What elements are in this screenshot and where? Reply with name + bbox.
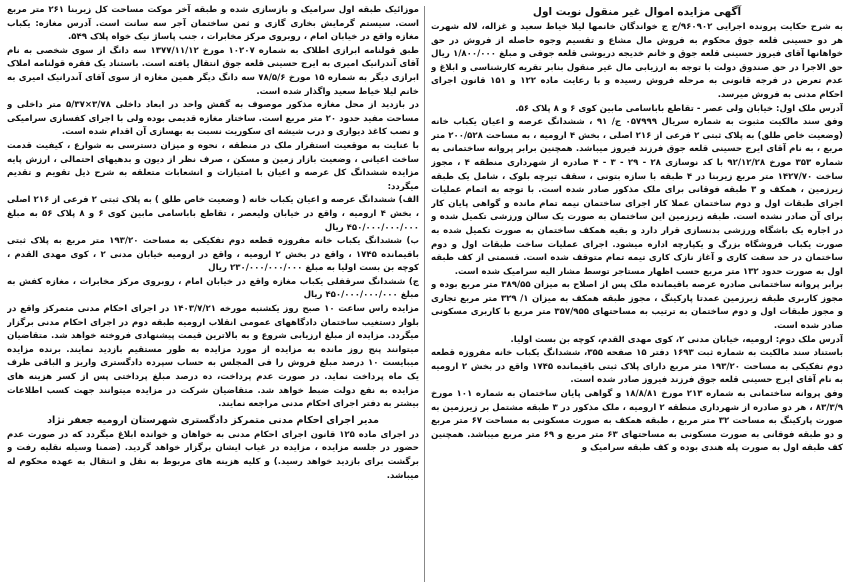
right-column (431, 4, 843, 582)
notice-title: آگهی مزایده اموال غیر منقول نوبت اول (532, 6, 742, 18)
paragraph: آدرس ملک اول: خیابان ولی عصر - تقاطع باباسامی مابین کوی ۶ و ۸ پلاک ۵۶. (515, 103, 843, 114)
paragraph: ج) ششدانگ سرقفلی یکباب مغازه واقع در خیابان امام ، روبروی مرکز مخابرات ، مغازه کفش به مبلغ ۴۵۰/۰۰۰/۰۰۰/۰۰۰ ریال (7, 276, 419, 301)
paragraph: با عنایت به موقعیت استقرار ملک در منطقه ، نحوه و میزان دسترسی به شوارع ، کیفیت قدمت ساخت اعیانی ، وضعیت بازار زمین و مسکن ، صرف نظر از دیون و بدهیهای احتمالی ، ارزش پایه مزایده ششدانگ کل عرصه و اعیان با امتیازات و انشعابات متعلقه به شرح ذیل تقویم و تقدیم میگردد: (7, 140, 419, 192)
paragraph: ب) ششدانگ یکباب خانه مفروزه قطعه دوم تفکیکی به مساحت ۱۹۳/۲۰ متر مربع به پلاک ثبتی باقیمانده ۱۷۴۵ ، واقع در بخش ۲ ارومیه ، واقع در ارومیه خیابان مدنی ۲ ، کوی مهدی القدم ، کوچه بن بست اولیا به مبلغ ۲۳۰/۰۰۰/۰۰۰/۰۰۰ ریال (7, 236, 419, 274)
paragraph: آدرس ملک دوم: ارومیه، خیابان مدنی ۲، کوی مهدی القدم، کوچه بن بست اولیا. (510, 334, 843, 345)
paragraph: در بازدید از محل مغازه مذکور موصوف به گفش واحد در ابعاد داخلی ۳/۷۸×۵/۳۷ متر داخلی و مساحت مفید حدود ۲۰ متر مربع است. ساختار مغازه قدیمی بوده ولی با اجرای کفسازی سرامیکی و نصب کاغذ دیواری و درب شیشه ای سکوریت نسبت به بهسازی آن اقدام شده است. (7, 100, 419, 138)
paragraph: وفق پروانه ساختمانی به شماره ۲۱۳ مورخ ۱۸/۸/۸۱ و گواهی پایان ساختمان به شماره ۱۰۱ مورخ ۸۳/۳/۹ ، هر دو صادره از شهرداری منطقه ۲ ارومیه ، ملک مذکور در ۳ طبقه مشتمل بر زیرزمین به صورت پارکینگ به مساحت ۳۲ متر مربع ، طبقه همکف به صورت مسکونی به مساحت ۶۷ متر مربع و دو طبقه فوقانی به صورت مسکونی به مساحتهای ۶۳ متر مربع و ۶۹ متر مربع میباشد. همچنین کف طبقه اول به صورت پله هندی بوده و کف طبقه سرامیک و (431, 389, 843, 454)
column-divider (424, 6, 425, 582)
paragraph: طبق قولنامه ابرازی اطلاک به شماره ۱۰۲۰۷ مورخ ۱۳۷۷/۱۱/۱۲ سه دانگ از سوی شخصی به نام آقای آندرانیک امیری به ایرج حسینی قلعه جوق انتقال یافته است. باستناد یک فقره قولنامه املاک ابرازی دیگر به شماره ۱۵ مورخ ۷۸/۵/۶ سه دانگ دیگر همین مغازه از سوی آقای آندرانیک امیری به خانم لیلا خیاط سعید واگذار شده است. (7, 45, 419, 97)
paragraph: وفق سند مالکیت مثبوت به شماره سریال ۰۵۷۹۹۹ ج/ ۹۱ ، ششدانگ عرصه و اعیان یکباب خانه (وضعیت خاص طلق) به پلاک ثبتی ۲ فرعی از ۲۱۶ اصلی ، بخش ۴ ارومیه ، به مساحت ۲۰۰/۵۲۸ متر مربع ، به نام آقای ایرج حسینی قلعه جوق فرزند فیروز میباشد. همچنین برابر پروانه ساختمانی به شماره ۳۵۳ مورخ ۹۲/۱۲/۲۸ با کد نوسازی ۲۸ - ۲۹ - ۳ - ۴ صادره از شهرداری منطقه ۴ ، مجوز ساخت ۱۴۲۷/۷۰ متر مربع زیربنا در ۴ طبقه با سازه بتونی ، سقف تیرچه بلوک ، شامل یک طبقه زیرزمین ، همکف و ۳ طبقه فوقانی برای ملک مذکور صادر شده است. با توجه به اتمام عملیات اجرای طبقات اول و دوم ساختمان عملا کار اجرای ساختمان نیمه تمام مانده و گواهی پایان کار برای آن صادر نشده است. طبقه زیرزمین این ساختمان به صورت یک سالن ورزشی تکمیل شده و در اجاره یک باشگاه ورزشی بدنسازی قرار دارد و بقیه همکف ساختمان به صورت تکمیل شده به صورت یکباب فروشگاه بزرگ و یکپارچه اداره میشود. اجرای عملیات ساخت طبقات اول و دوم ساختمان در حد سفت کاری و آغاز نازک کاری تیمه تمام متوقف شده است. قسمتی از کف طبقه اول به صورت حدود ۱۳۲ متر مربع حسب اظهار مستاجر توسط مشار الیه سرامیک شده است. (431, 117, 843, 277)
paragraph: به شرح حکایت پرونده اجرایی ۹۶۰۹۰۲/ح ج خواندگان خانمها لیلا خیاط سعید و غزاله، لاله شهرت هر دو حسینی قلعه جوق محکوم به فروش مال مشاع و تقسیم وجوه حاصله از فروش در حق خواهانها آقای فیروز حسینی قلعه جوق و خانم خدیجه دریوشی قلعه جوقی و مبلغ ۱/۸۰۰/۰۰۰ ریال حق الاجرا در حق صندوق دولت با توجه به ارزیابی مال غیر منقول بنابر تقریه کارشناسی و ابلاغ و عدم تعرض در فرجه قانونی به مرحله فروش رسیده و با رعایت ماده ۱۲۲ و ۱۵۱ قانون اجرای احکام مدنی به فروش میرسد. (431, 22, 843, 100)
signature: مدیر اجرای احکام مدنی متمرکز دادگستری شهرستان ارومیه جعفر نژاد (47, 414, 379, 426)
paragraph: موزائیک طبقه اول سرامیک و بازسازی شده و طبقه آخر موکت مساحت کل زیربنا ۲۶۱ متر مربع است. سیستم گرمایش بخاری گازی و ثمن ساختمان آجر سه سانت است. آدرس مغازه: یکباب مغازه واقع در خیابان امام ، روبروی مرکز مخابرات ، جنب پاساژ نیک خواه پلاک ۵۴۹. (7, 5, 419, 43)
paragraph: باستناد سند مالکیت به شماره ثبت ۱۶۹۳ دفتر ۱۵ صفحه ۳۵۵، ششدانگ یکباب خانه مفروزه قطعه دوم تفکیکی به مساحت ۱۹۳/۲۰ متر مربع دارای پلاک ثبتی باقیمانده ۱۷۴۵ واقع در بخش ۲ ارومیه به نام آقای ایرج حسینی قلعه جوق فرزند فیروز صادر شده است. (431, 348, 843, 386)
left-column (7, 4, 419, 582)
paragraph: مزایده راس ساعت ۱۰ صبح روز یکشنبه مورخه ۱۴۰۳/۷/۲۱ در اجرای احکام مدنی متمرکز واقع در بلوار دستغیب ساختمان دادگاههای عمومی انقلاب ارومیه طبقه دوم در اجرای احکام مدنی برگزار میگردد. مزایده از مبلغ ارزیابی شروع و به بالاترین قیمت پیشنهادی فروخته خواهد شد. متقاضیان میتوانند پنج روز مانده به مزایده از مورد مزایده به طور مستقیم بازدید نمایند. برنده مزایده میبایست ۱۰ درصد مبلغ فروش را فی المجلس به حساب سپرده دادگستری واریز و الباقی ظرف یک ماه پرداخت نماید. در صورت عدم پرداخت، ده درصد مبلغ پرداختی پس از کسر هزینه های مزایده به نفع دولت ضبط خواهد شد. متقاضیان شرکت در مزایده میتوانند جهت کسب اطلاعات بیشتر به دفتر اجرای احکام مدنی مراجعه نمایند. (7, 304, 419, 410)
footer-paragraph: در اجرای ماده ۱۲۵ قانون اجرای احکام مدنی به خواهان و خوانده ابلاغ میگردد که در صورت عدم حضور در جلسه مزایده ، مزایده در غیاب ایشان برگزار خواهد گردید. (ضمنا وسیله نقلیه رفت و برگشت برای بازدید خواهد رسید.) و کلیه هزینه های مربوط به نقل و انتقال به عهده محکوم له میباشد. (7, 429, 419, 481)
paragraph: الف) ششدانگ عرصه و اعیان یکباب خانه ( وضعیت خاص طلق ) به پلاک ثبتی ۲ فرعی از ۲۱۶ اصلی ، بخش ۴ ارومیه ، واقع در خیابان ولیعصر ، تقاطع باباسامی مابین کوی ۶ و ۸ پلاک ۵۶ به مبلغ ۴۵۰/۰۰۰/۰۰۰/۰۰۰ ریال (7, 195, 419, 233)
paragraph: برابر پروانه ساختمانی صادره عرصه باقیمانده ملک پس از اصلاح به میزان ۳۸۹/۵۵ متر مربع بوده و مجوز کاربری طبقه زیرزمین عمدتا پارکینگ ، مجوز طبقه همکف به میزان ۱/ ۳۲۹ متر مربع تجاری و مجوز طبقات اول و دوم ساختمان به ترتیب به مساحتهای ۳۵۷/۹۵۵ متر مربع با کاربری مسکونی صادر شده است. (431, 280, 843, 332)
